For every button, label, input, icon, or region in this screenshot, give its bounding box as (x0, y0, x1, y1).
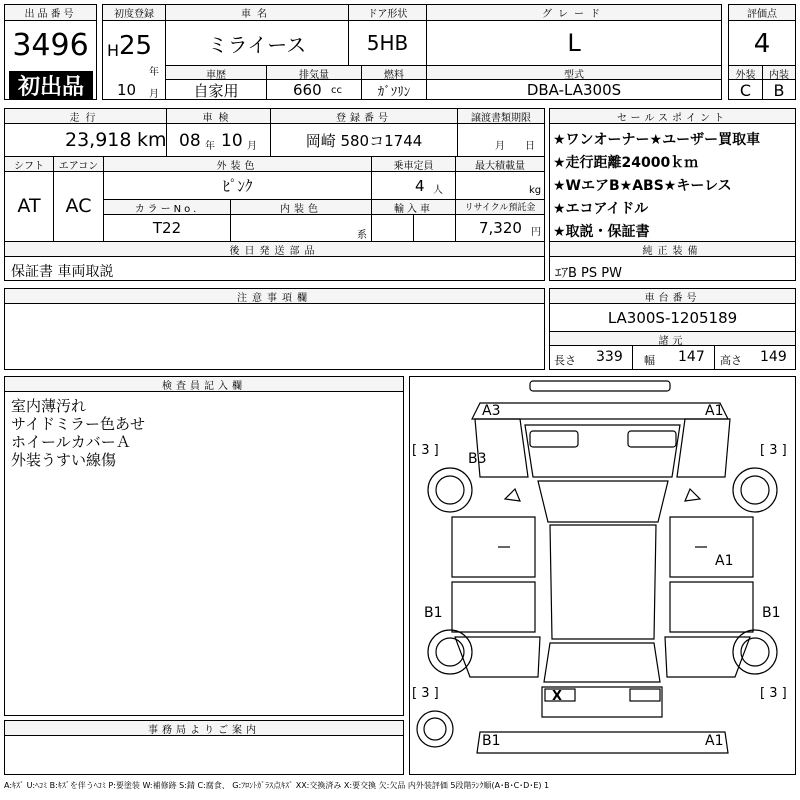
lot-number: 3496 (12, 27, 89, 63)
width-label: 幅 (644, 354, 655, 367)
chassis-label: 車台番号 (550, 289, 795, 304)
era-letter: H (107, 41, 120, 60)
mileage: 23,918 (65, 129, 132, 151)
damage-mark-rear-left: B1 (482, 733, 501, 749)
reg-no: 岡崎 580コ1744 (305, 131, 423, 150)
legend-text: A:ｷｽﾞ U:ﾍｺﾐ B:ｷｽﾞを伴うﾍｺﾐ P:要塗装 W:補修跡 S:錆 C:腐食、 G:ﾌﾛﾝﾄｶﾞﾗｽ点ｷｽﾞ XX:交換済み X:要交換 欠:欠品 内外装評価 5段階ﾗﾝｸ順(A･B･C･D･E) 1 (4, 781, 550, 790)
color-no: T22 (152, 219, 182, 237)
model-code: DBA-LA300S (526, 81, 622, 99)
mileage-label: 走行 (5, 109, 166, 124)
height-label: 高さ (720, 354, 742, 367)
transfer-label: 譲渡書類期限 (457, 109, 544, 124)
interior-color-unit: 系 (357, 230, 367, 241)
inspection-year: 08 (179, 131, 201, 151)
door-type: 5HB (366, 31, 409, 55)
tire-score-rear-left: [ 3 ] (412, 686, 439, 701)
sales-point-item: ★走行距離24000ｋｍ (553, 155, 699, 171)
history: 自家用 (193, 81, 239, 100)
lot-number-box (4, 4, 97, 100)
later-parts-label: 後日発送部品 (5, 242, 544, 257)
score: 4 (753, 29, 771, 59)
inspection-year-unit: 年 (205, 141, 215, 152)
inspector-line: ホイールカバーＡ (11, 433, 131, 451)
shift: AT (17, 195, 41, 217)
mileage-unit: km (137, 129, 167, 151)
car-name: ミライース (207, 32, 307, 57)
details-box (4, 108, 545, 281)
inspection-month: 10 (221, 131, 243, 151)
damage-mark-right-door: A1 (715, 553, 734, 569)
sales-point-item: ★エコアイドル (553, 201, 649, 217)
history-label: 車歴 (166, 66, 266, 80)
score-label: 評価点 (729, 5, 795, 21)
damage-mark-rear-glass: X (552, 689, 563, 704)
grade: L (567, 29, 581, 57)
reg-no-label: 登録番号 (270, 109, 457, 124)
damage-mark-left-fender: B3 (468, 451, 487, 467)
inspector-box (4, 376, 404, 716)
inspector-line: 室内薄汚れ (11, 397, 87, 415)
car-diagram-box (409, 376, 796, 775)
fuel: ｶﾞｿﾘﾝ (377, 84, 411, 100)
door-type-label: ドア形状 (348, 5, 426, 21)
sales-point-item: ★取説・保証書 (553, 224, 650, 240)
damage-mark-rear-right: A1 (705, 733, 724, 749)
damage-mark-right-rear: B1 (762, 605, 781, 621)
first-listing-badge: 初出品 (9, 71, 93, 99)
notes-box (4, 288, 545, 370)
capacity-label: 乗車定員 (371, 157, 455, 172)
damage-mark-front-left: A3 (482, 403, 501, 419)
later-parts: 保証書 車両取説 (11, 264, 114, 280)
length: 339 (596, 349, 623, 365)
color-label: 外装色 (103, 157, 371, 172)
vehicle-header-box (102, 4, 722, 100)
capacity: 4 (415, 177, 425, 195)
sales-points-label: セールスポイント (550, 109, 795, 124)
lot-number-label: 出品番号 (5, 5, 96, 21)
transfer-day-unit: 日 (525, 141, 535, 152)
import-label: 輸入車 (371, 200, 455, 215)
grade-label: グレード (426, 5, 721, 21)
damage-mark-front-right: A1 (705, 403, 724, 419)
first-reg-year: 25 (119, 31, 153, 61)
score-box (728, 4, 796, 100)
inspector-line: 外装うすい線傷 (11, 451, 117, 469)
first-reg-label: 初度登録 (103, 5, 165, 21)
tire-score-rear-right: [ 3 ] (760, 686, 787, 701)
color: ﾋﾟﾝｸ (222, 176, 253, 195)
recycle-label: リサイクル預託金 (455, 200, 544, 215)
specs-label: 諸元 (550, 332, 795, 346)
equipment-label: 純正装備 (550, 242, 795, 257)
car-diagram (410, 377, 795, 774)
month-unit: 月 (149, 89, 159, 100)
chassis-number: LA300S-1205189 (607, 309, 738, 327)
tire-score-front-left: [ 3 ] (412, 443, 439, 458)
height: 149 (760, 349, 787, 365)
inspection-month-unit: 月 (247, 141, 257, 152)
year-unit: 年 (149, 67, 159, 78)
width: 147 (678, 349, 705, 365)
color-no-label: カラーNo. (104, 200, 230, 215)
equipment: ｴｱB PS PW (555, 266, 622, 281)
recycle-unit: 円 (531, 227, 541, 238)
sales-points-box (549, 108, 796, 281)
exterior-grade: C (739, 81, 752, 99)
displacement-label: 排気量 (266, 66, 361, 80)
notes-label: 注意事項欄 (5, 289, 544, 304)
interior-grade-label: 内装 (762, 66, 795, 80)
car-name-label: 車名 (165, 5, 348, 21)
shift-label: シフト (5, 157, 53, 172)
damage-mark-left-rear: B1 (424, 605, 443, 621)
office-label: 事務局よりご案内 (5, 721, 403, 736)
tire-score-front-right: [ 3 ] (760, 443, 787, 458)
load-unit: kg (529, 185, 542, 196)
fuel-label: 燃料 (361, 66, 426, 80)
sales-point-item: ★ワンオーナー★ユーザー買取車 (553, 132, 761, 148)
recycle: 7,320 (479, 219, 522, 237)
ac: AC (65, 195, 92, 217)
length-label: 長さ (554, 354, 576, 367)
chassis-box (549, 288, 796, 370)
ac-label: エアコン (53, 157, 103, 172)
inspection-label: 車検 (166, 109, 270, 124)
sales-point-item: ★WエアB★ABS★キーレス (553, 178, 732, 194)
inspector-line: サイドミラー色あせ (11, 415, 145, 433)
displacement-unit: cc (331, 85, 342, 96)
office-box (4, 720, 404, 775)
interior-grade: B (773, 81, 785, 99)
transfer-month-unit: 月 (495, 141, 505, 152)
interior-color-label: 内装色 (230, 200, 371, 215)
first-reg-month: 10 (117, 81, 137, 99)
inspector-label: 検査員記入欄 (5, 377, 403, 392)
capacity-unit: 人 (433, 185, 443, 196)
model-code-label: 型式 (426, 66, 721, 80)
displacement: 660 (293, 81, 322, 99)
exterior-grade-label: 外装 (729, 66, 762, 80)
load-label: 最大積載量 (455, 157, 544, 172)
